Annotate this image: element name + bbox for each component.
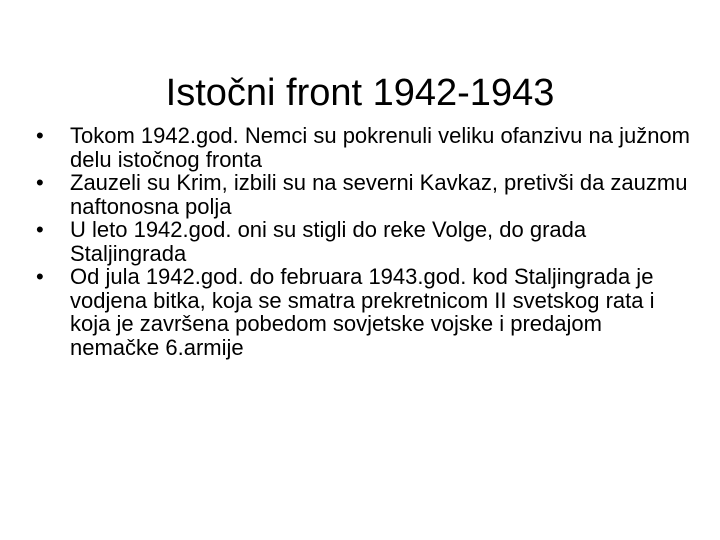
bullet-text: U leto 1942.god. oni su stigli do reke Volge, do grada Staljingrada — [70, 217, 587, 266]
bullet-text: Zauzeli su Krim, izbili su na severni Kavkaz, pretivši da zauzmu naftonosna polja — [70, 170, 688, 219]
bullet-item — [36, 171, 696, 218]
bullet-item — [36, 265, 696, 359]
bullet-item — [36, 124, 696, 171]
bullet-text: Od jula 1942.god. do februara 1943.god. kod Staljingrada je vodjena bitka, koja se smatra prekretnicom II svetskog rata i koja je završena pobedom sovjetske vojske i predajom nemačke 6.armije — [70, 264, 655, 360]
bullet-text: Tokom 1942.god. Nemci su pokrenuli veliku ofanzivu na južnom delu istočnog fronta — [70, 123, 690, 172]
bullet-item — [36, 218, 696, 265]
bullet-icon: • — [36, 264, 44, 289]
bullet-icon: • — [36, 170, 44, 195]
slide-title: Istočni front 1942-1943 — [165, 72, 555, 115]
bullet-list — [36, 124, 696, 359]
bullet-icon: • — [36, 123, 44, 148]
bullet-icon: • — [36, 217, 44, 242]
